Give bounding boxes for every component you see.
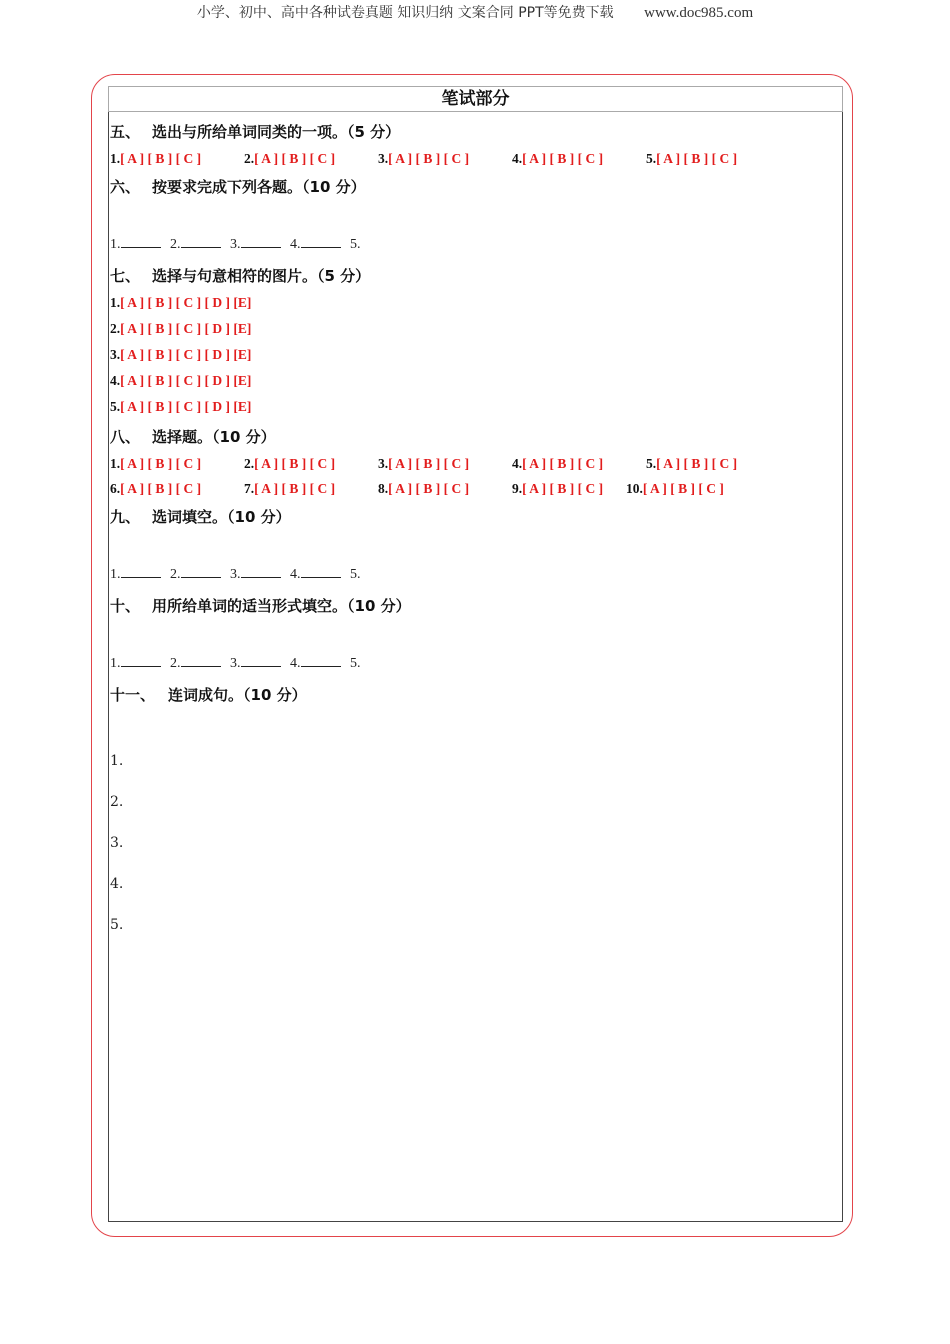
question-number: 2. <box>244 456 255 471</box>
section-text: 选出与所给单词同类的一项。（5 分） <box>152 123 401 141</box>
blank-number: 2. <box>170 656 181 671</box>
section-number: 十、 <box>110 597 141 615</box>
answer-option[interactable] <box>244 151 335 167</box>
section-9-heading <box>110 506 291 527</box>
choice-bracket[interactable]: [ A ] [ B ] [ C ] [ D ] [E] <box>120 321 252 336</box>
blank-number: 2. <box>170 567 181 582</box>
section-6-blanks <box>110 235 367 253</box>
answer-option[interactable] <box>110 456 201 472</box>
blank-line[interactable] <box>241 235 281 248</box>
blank-number: 1. <box>110 567 121 582</box>
header-text: 小学、初中、高中各种试卷真题 知识归纳 文案合同 PPT等免费下载 <box>196 5 614 21</box>
section-6-heading <box>110 176 366 197</box>
choice-bracket[interactable]: [ A ] [ B ] [ C ] <box>120 151 202 166</box>
answer-option[interactable] <box>646 456 737 472</box>
question-number: 8. <box>378 481 389 496</box>
sentence-line[interactable]: 1. <box>110 753 124 769</box>
choice-bracket[interactable]: [ A ] [ B ] [ C ] <box>388 456 470 471</box>
answer-option[interactable] <box>626 481 724 497</box>
choice-bracket[interactable]: [ A ] [ B ] [ C ] <box>120 481 202 496</box>
choice-bracket[interactable]: [ A ] [ B ] [ C ] <box>656 456 738 471</box>
blank-number: 4. <box>290 656 301 671</box>
question-number: 7. <box>244 481 255 496</box>
answer-option[interactable] <box>244 456 335 472</box>
page-header <box>0 2 950 22</box>
blank-line[interactable] <box>121 654 161 667</box>
question-number: 3. <box>378 151 389 166</box>
page-title: 笔试部分 <box>108 86 843 112</box>
section-text: 选择题。（10 分） <box>152 428 276 446</box>
section-number: 七、 <box>110 267 141 285</box>
choice-bracket[interactable]: [ A ] [ B ] [ C ] <box>656 151 738 166</box>
section-text: 选词填空。（10 分） <box>152 508 291 526</box>
question-number: 5. <box>646 151 657 166</box>
question-number: 5. <box>110 399 121 414</box>
question-number: 4. <box>512 456 523 471</box>
section-number: 六、 <box>110 178 141 196</box>
question-number: 10. <box>626 481 643 496</box>
choice-bracket[interactable]: [ A ] [ B ] [ C ] [ D ] [E] <box>120 347 252 362</box>
section-10-blanks <box>110 654 367 672</box>
question-number: 4. <box>110 373 121 388</box>
answer-option[interactable] <box>110 347 251 363</box>
choice-bracket[interactable]: [ A ] [ B ] [ C ] <box>522 456 604 471</box>
section-number: 五、 <box>110 123 141 141</box>
question-number: 2. <box>110 321 121 336</box>
sentence-line[interactable]: 4. <box>110 876 124 892</box>
question-number: 3. <box>110 347 121 362</box>
header-url[interactable]: www.doc985.com <box>644 5 754 21</box>
choice-bracket[interactable]: [ A ] [ B ] [ C ] [ D ] [E] <box>120 373 252 388</box>
section-number: 八、 <box>110 428 141 446</box>
blank-number: 5. <box>350 567 361 582</box>
answer-option[interactable] <box>110 321 251 337</box>
section-number: 十一、 <box>110 686 156 704</box>
question-number: 1. <box>110 295 121 310</box>
blank-line[interactable] <box>301 565 341 578</box>
blank-number: 1. <box>110 237 121 252</box>
question-number: 9. <box>512 481 523 496</box>
choice-bracket[interactable]: [ A ] [ B ] [ C ] <box>642 481 724 496</box>
answer-option[interactable] <box>110 151 201 167</box>
blank-number: 4. <box>290 567 301 582</box>
answer-option[interactable] <box>646 151 737 167</box>
blank-number: 4. <box>290 237 301 252</box>
question-number: 1. <box>110 456 121 471</box>
choice-bracket[interactable]: [ A ] [ B ] [ C ] <box>120 456 202 471</box>
question-number: 3. <box>378 456 389 471</box>
choice-bracket[interactable]: [ A ] [ B ] [ C ] <box>388 481 470 496</box>
blank-number: 3. <box>230 656 241 671</box>
answer-option[interactable] <box>512 481 603 497</box>
section-text: 按要求完成下列各题。（10 分） <box>152 178 366 196</box>
blank-line[interactable] <box>241 654 281 667</box>
choice-bracket[interactable]: [ A ] [ B ] [ C ] <box>254 481 336 496</box>
question-number: 4. <box>512 151 523 166</box>
blank-number: 1. <box>110 656 121 671</box>
section-8-heading <box>110 426 276 447</box>
blank-number: 5. <box>350 237 361 252</box>
sentence-line[interactable]: 5. <box>110 917 124 933</box>
choice-bracket[interactable]: [ A ] [ B ] [ C ] <box>388 151 470 166</box>
blank-number: 5. <box>350 656 361 671</box>
sentence-line[interactable]: 3. <box>110 835 124 851</box>
question-number: 6. <box>110 481 121 496</box>
choice-bracket[interactable]: [ A ] [ B ] [ C ] [ D ] [E] <box>120 295 252 310</box>
section-text: 连词成句。（10 分） <box>168 686 307 704</box>
blank-number: 2. <box>170 237 181 252</box>
blank-line[interactable] <box>181 235 221 248</box>
section-number: 九、 <box>110 508 141 526</box>
section-11-heading <box>110 684 307 705</box>
answer-option[interactable] <box>512 456 603 472</box>
section-text: 用所给单词的适当形式填空。（10 分） <box>152 597 411 615</box>
sentence-line[interactable]: 2. <box>110 794 124 810</box>
section-10-heading <box>110 595 411 616</box>
answer-option[interactable] <box>378 456 469 472</box>
answer-option[interactable] <box>110 373 251 389</box>
answer-option[interactable] <box>378 151 469 167</box>
section-5-heading <box>110 121 400 142</box>
choice-bracket[interactable]: [ A ] [ B ] [ C ] <box>254 456 336 471</box>
blank-number: 3. <box>230 237 241 252</box>
choice-bracket[interactable]: [ A ] [ B ] [ C ] <box>522 481 604 496</box>
blank-line[interactable] <box>121 235 161 248</box>
blank-line[interactable] <box>301 654 341 667</box>
blank-line[interactable] <box>181 565 221 578</box>
blank-line[interactable] <box>301 235 341 248</box>
choice-bracket[interactable]: [ A ] [ B ] [ C ] <box>254 151 336 166</box>
blank-line[interactable] <box>181 654 221 667</box>
section-9-blanks <box>110 565 367 583</box>
answer-option[interactable] <box>378 481 469 497</box>
answer-option[interactable] <box>110 399 251 415</box>
answer-option[interactable] <box>110 481 201 497</box>
choice-bracket[interactable]: [ A ] [ B ] [ C ] [ D ] [E] <box>120 399 252 414</box>
question-number: 2. <box>244 151 255 166</box>
blank-number: 3. <box>230 567 241 582</box>
question-number: 1. <box>110 151 121 166</box>
answer-option[interactable] <box>512 151 603 167</box>
blank-line[interactable] <box>241 565 281 578</box>
question-number: 5. <box>646 456 657 471</box>
answer-option[interactable] <box>244 481 335 497</box>
blank-line[interactable] <box>121 565 161 578</box>
section-text: 选择与句意相符的图片。（5 分） <box>152 267 371 285</box>
answer-option[interactable] <box>110 295 251 311</box>
choice-bracket[interactable]: [ A ] [ B ] [ C ] <box>522 151 604 166</box>
section-7-heading <box>110 265 370 286</box>
